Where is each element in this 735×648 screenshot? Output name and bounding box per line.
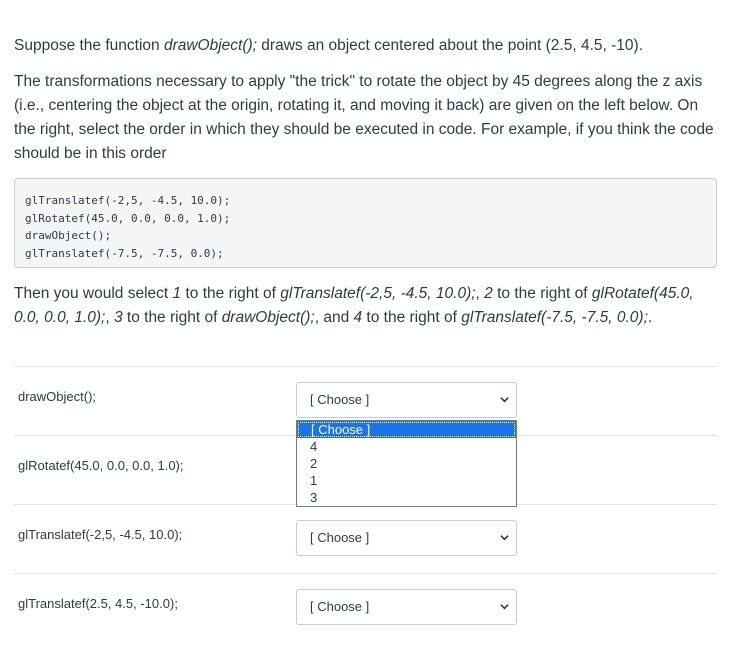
select-value: [ Choose ] bbox=[310, 392, 370, 407]
intro-text: Suppose the function bbox=[14, 37, 164, 54]
explanation-text: Then you would select bbox=[14, 285, 173, 302]
explanation-text: to the right of bbox=[181, 285, 281, 302]
chevron-down-icon bbox=[500, 602, 509, 611]
code-example-block bbox=[14, 178, 717, 268]
dropdown-option-choose[interactable]: [ Choose ] bbox=[297, 421, 516, 438]
explanation-number: 4 bbox=[353, 309, 363, 326]
explanation-text: , bbox=[475, 285, 485, 302]
dropdown-option[interactable]: 4 bbox=[310, 439, 318, 454]
explanation-number: 2 bbox=[484, 285, 493, 302]
match-label-gltranslatef-pos: glTranslatef(2.5, 4.5, -10.0); bbox=[18, 596, 178, 611]
explanation-text: . bbox=[647, 309, 653, 326]
explanation-code: glTranslatef(-7.5, -7.5, 0.0); bbox=[461, 309, 648, 326]
dropdown-option[interactable]: 2 bbox=[310, 456, 318, 471]
select-value: [ Choose ] bbox=[310, 530, 370, 545]
instructions-paragraph: The transformations necessary to apply "the trick" to rotate the object by 45 degrees along the z axis (i.e., centering the object at the origin, rotating it, and moving it back) are given on the left below. On the right, select the order in which they should be executed in code. For example, if you think the code should be in this order bbox=[14, 73, 714, 162]
code-line: glTranslatef(-2,5, -4.5, 10.0); bbox=[25, 194, 231, 207]
row-divider bbox=[14, 573, 717, 574]
match-select-glrotatef-options[interactable] bbox=[296, 420, 517, 507]
explanation-text: to the right of bbox=[122, 309, 222, 326]
explanation-text: , bbox=[105, 309, 114, 326]
select-value: [ Choose ] bbox=[310, 599, 370, 614]
code-line: glRotatef(45.0, 0.0, 0.0, 1.0); bbox=[25, 211, 231, 225]
match-select-gltranslatef-neg[interactable] bbox=[296, 520, 517, 556]
dropdown-option[interactable]: 1 bbox=[310, 473, 318, 488]
explanation-text: to the right of bbox=[362, 309, 462, 326]
match-select-drawobject[interactable] bbox=[296, 382, 517, 418]
intro-function-name: drawObject(); bbox=[163, 37, 257, 54]
dropdown-option[interactable]: 3 bbox=[310, 490, 318, 505]
explanation-text: to the right of bbox=[492, 285, 592, 302]
explanation-text: , and bbox=[314, 309, 354, 326]
code-line: glTranslatef(-7.5, -7.5, 0.0); bbox=[25, 246, 224, 260]
explanation-paragraph bbox=[14, 282, 714, 330]
match-label-drawobject: drawObject(); bbox=[18, 389, 97, 404]
explanation-code: drawObject(); bbox=[221, 309, 315, 326]
explanation-code: glRotatef(45.0, 0.0, 0.0, 1.0); bbox=[14, 285, 694, 326]
explanation-number: 3 bbox=[113, 309, 123, 326]
match-label-gltranslatef-neg: glTranslatef(-2,5, -4.5, 10.0); bbox=[18, 527, 183, 542]
match-label-glrotatef: glRotatef(45.0, 0.0, 0.0, 1.0); bbox=[18, 458, 184, 473]
row-divider bbox=[14, 366, 717, 367]
intro-paragraph bbox=[14, 34, 714, 58]
explanation-number: 1 bbox=[172, 285, 182, 302]
match-select-gltranslatef-pos[interactable] bbox=[296, 589, 517, 625]
chevron-down-icon bbox=[500, 533, 509, 542]
chevron-down-icon bbox=[500, 395, 509, 404]
explanation-code: glTranslatef(-2,5, -4.5, 10.0); bbox=[280, 285, 476, 302]
code-line: drawObject(); bbox=[25, 229, 112, 242]
intro-text-end: draws an object centered about the point (2.5, 4.5, -10). bbox=[256, 37, 644, 54]
